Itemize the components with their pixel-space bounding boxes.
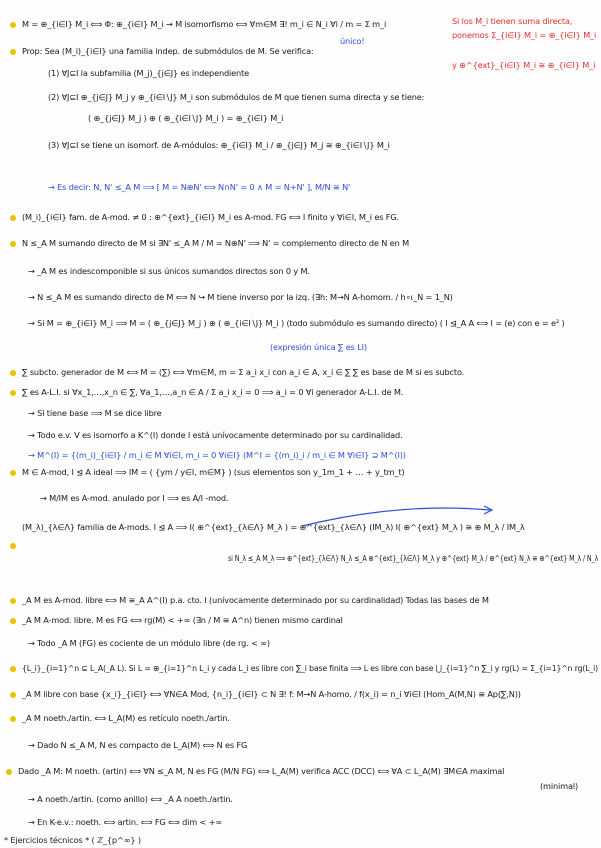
line-kev: → En K-e.v.: noeth. ⟺ artin. ⟺ FG ⟺ dim < +∞ <box>28 817 223 827</box>
line-si-n-lambda: si N_λ ≤_A M_λ ⟹ ⊕^{ext}_{λ∈Λ} N_λ ≤_A ⊕^{ext}_{λ∈Λ} M_λ y ⊕^{ext} M_λ / ⊕^{ext} N_λ ≅ ⊕^{ext} M_λ / N_λ <box>228 553 599 563</box>
line-m-im: → M/IM es A-mod. anulado por I ⟹ es A/I -mod. <box>40 493 229 503</box>
line-inverso-izq: → N ≤_A M es sumando directo de M ⟺ N ↪ M tiene inverso por la izq. (∃h: M→N A-homom. / h∘ι_N = 1_N) <box>28 292 453 302</box>
line-prop: Prop: Sea (M_i)_{i∈I} una familia indep. de submódulos de M. Se verifica: <box>22 46 314 56</box>
bullet-11 <box>10 666 16 672</box>
line-libre-iso: _A M es A-mod. libre ⟺ M ≅_A A^(I) p.a. cto. I (unívocamente determinado por su cardinalidad) Todas las bases de M <box>22 595 489 605</box>
note-suma-directa: Si los M_i tienen suma directa, ponemos Σ_{i∈I} M_i = ⊕_{i∈I} M_i <box>452 16 597 40</box>
line-ejercicios: * Ejercicios técnicos * ( ℤ_{p^∞} ) <box>4 835 141 845</box>
bullet-8 <box>10 543 16 549</box>
line-noeth-artin: _A M noeth./artin. ⟺ L_A(M) es retículo noeth./artin. <box>22 713 230 723</box>
bullet-13 <box>10 716 16 722</box>
line-indescomponible: → _A M es indescomponible si sus únicos sumandos directos son 0 y M. <box>28 266 310 276</box>
line-familia-mods: (M_λ)_{λ∈Λ} familia de A-mods. I ⊴ A ⟹ I( ⊕^{ext}_{λ∈Λ} M_λ ) = ⊕^{ext}_{λ∈Λ} (IM_λ) I( ⊕^{ext} M_λ ) ≅ ⊕ M_λ / IM_λ <box>22 522 525 532</box>
bullet-12 <box>10 692 16 698</box>
bullet-10 <box>10 618 16 624</box>
line-subcto-generador: ∑ subcto. generador de M ⟺ M = (∑) ⟺ ∀m∈M, m = Σ a_i x_i con a_i ∈ A, x_i ∈ ∑ ∑ es base de M si es subcto. <box>22 367 465 377</box>
line-todo-ev: → Todo e.v. V es isomorfo a K^(I) donde I está unívocamente determinado por su cardinalidad. <box>28 430 403 440</box>
line-sumando-directo: N ≤_A M sumando directo de M si ∃N' ≤_A M / M = N⊕N' ⟹ N' = complemento directo de N en M <box>22 238 410 248</box>
line-direct-sum-def: M = ⊕_{i∈I} M_i ⟺ Φ: ⊕_{i∈I} M_i → M isomorfismo ⟺ ∀m∈M ∃! m_i ∈ N_i ∀i / m = Σ m_i <box>22 19 387 29</box>
line-compacto: → Dado N ≤_A M, N es compacto de L_A(M) ⟺ N es FG <box>28 740 248 750</box>
line-prop-2: (2) ∀J⊆I ⊕_{j∈J} M_j y ⊕_{i∈I∖J} M_i son submódulos de M que tienen suma directa y se tiene: <box>48 92 425 102</box>
line-libre-base: _A M libre con base {x_i}_{i∈I} ⟺ ∀N∈A Mod, {n_i}_{i∈I} ⊂ N ∃! f: M→N A-homo. / f(x_i) = n_i ∀i∈I (Hom_A(M,N) ≅ Ap(∑,N)) <box>22 689 521 699</box>
bullet-3 <box>10 215 16 221</box>
line-fam-fg: (M_i)_{i∈I} fam. de A-mod. ≠ 0 : ⊕^{ext}_{i∈I} M_i es A-mod. FG ⟺ I finito y ∀i∈I, M_i es FG. <box>22 212 399 222</box>
line-libre-fg: _A M A-mod. libre. M es FG ⟺ rg(M) < +∞ (∃n / M ≅ A^n) tienen mismo cardinal <box>22 615 343 625</box>
bullet-6 <box>10 390 16 396</box>
line-dado-m: Dado _A M: M noeth. (artin) ⟺ ∀N ≤_A M, N es FG (M/N FG) ⟺ L_A(M) verifica ACC (DCC) ⟺ ∀A ⊂ L_A(M) ∃M∈A maximal <box>18 766 505 776</box>
line-im-ideal: M ∈ A-mod, I ⊴ A ideal ⟹ IM = ( {ym / y∈I, m∈M} ) (sus elementos son y_1m_1 + … + y_tm_t) <box>22 467 405 477</box>
bullet-14 <box>6 769 12 775</box>
note-expresion-unica: (expresión única ∑ es LI) <box>270 342 367 352</box>
line-cociente: → Todo _A M (FG) es cociente de un módulo libre (de rg. < ∞) <box>28 638 270 648</box>
blue-arrow-icon <box>300 500 500 530</box>
line-minimal: (minimal) <box>540 781 579 791</box>
line-m-suma-i: → M^(I) = {(m_i)_{i∈I} / m_i ∈ M ∀i∈I, m_i = 0 ∀i∈I} (M^I = {(m_i)_i / m_i ∈ M ∀i∈I} ⊇ M^(I)) <box>28 450 406 460</box>
line-si-m-suma: → Si M = ⊕_{i∈I} M_i ⟹ M = ( ⊕_{j∈J} M_j ) ⊕ ( ⊕_{i∈I∖J} M_i ) (todo submódulo es sumando directo) ( I ⊴_A A ⟺ I = (e) con e = e² ) <box>28 318 565 328</box>
line-es-decir: → Es decir: N, N' ≤_A M ⟹ [ M = N⊕N' ⟺ N∩N' = 0 ∧ M = N+N' ], M/N ≅ N' <box>48 182 351 192</box>
bullet-2 <box>10 49 16 55</box>
note-unico: único! <box>340 36 365 46</box>
line-prop-1: (1) ∀J⊆I la subfamilia (M_j)_{j∈J} es independiente <box>48 68 250 78</box>
bullet-4 <box>10 241 16 247</box>
line-prop-2-eq: ( ⊕_{j∈J} M_j ) ⊕ ( ⊕_{i∈I∖J} M_i ) = ⊕_{i∈I} M_i <box>88 113 284 123</box>
bullet-5 <box>10 370 16 376</box>
bullet-7 <box>10 470 16 476</box>
line-anillo: → A noeth./artin. (como anillo) ⟺ _A A noeth./artin. <box>28 794 233 804</box>
line-li-suma: {L_i}_{i=1}^n ⊆ L_A(_A L). Si L = ⊕_{i=1}^n L_i y cada L_i es libre con ∑_i base finita ⟹ L es libre con base ⋃_{i=1}^n ∑_i y rg(L) = Σ_{i=1}^n rg(L_i) <box>22 663 599 673</box>
line-prop-3: (3) ∀J⊆I se tiene un isomorf. de A-módulos: ⊕_{i∈I} M_i / ⊕_{j∈J} M_j ≅ ⊕_{i∈I∖J} M_i <box>48 140 390 150</box>
bullet-9 <box>10 598 16 604</box>
bullet-1 <box>10 22 16 28</box>
line-base-libre: → Si tiene base ⟹ M se dice libre <box>28 408 162 418</box>
note-ext-iso: y ⊕^{ext}_{i∈I} M_i ≅ ⊕_{i∈I} M_i <box>452 60 596 70</box>
line-ali: ∑ es A-L.I. si ∀x_1,…,x_n ∈ ∑, ∀a_1,…,a_n ∈ A / Σ a_i x_i = 0 ⟹ a_i = 0 ∀i generador A-L.I. de M. <box>22 387 404 397</box>
